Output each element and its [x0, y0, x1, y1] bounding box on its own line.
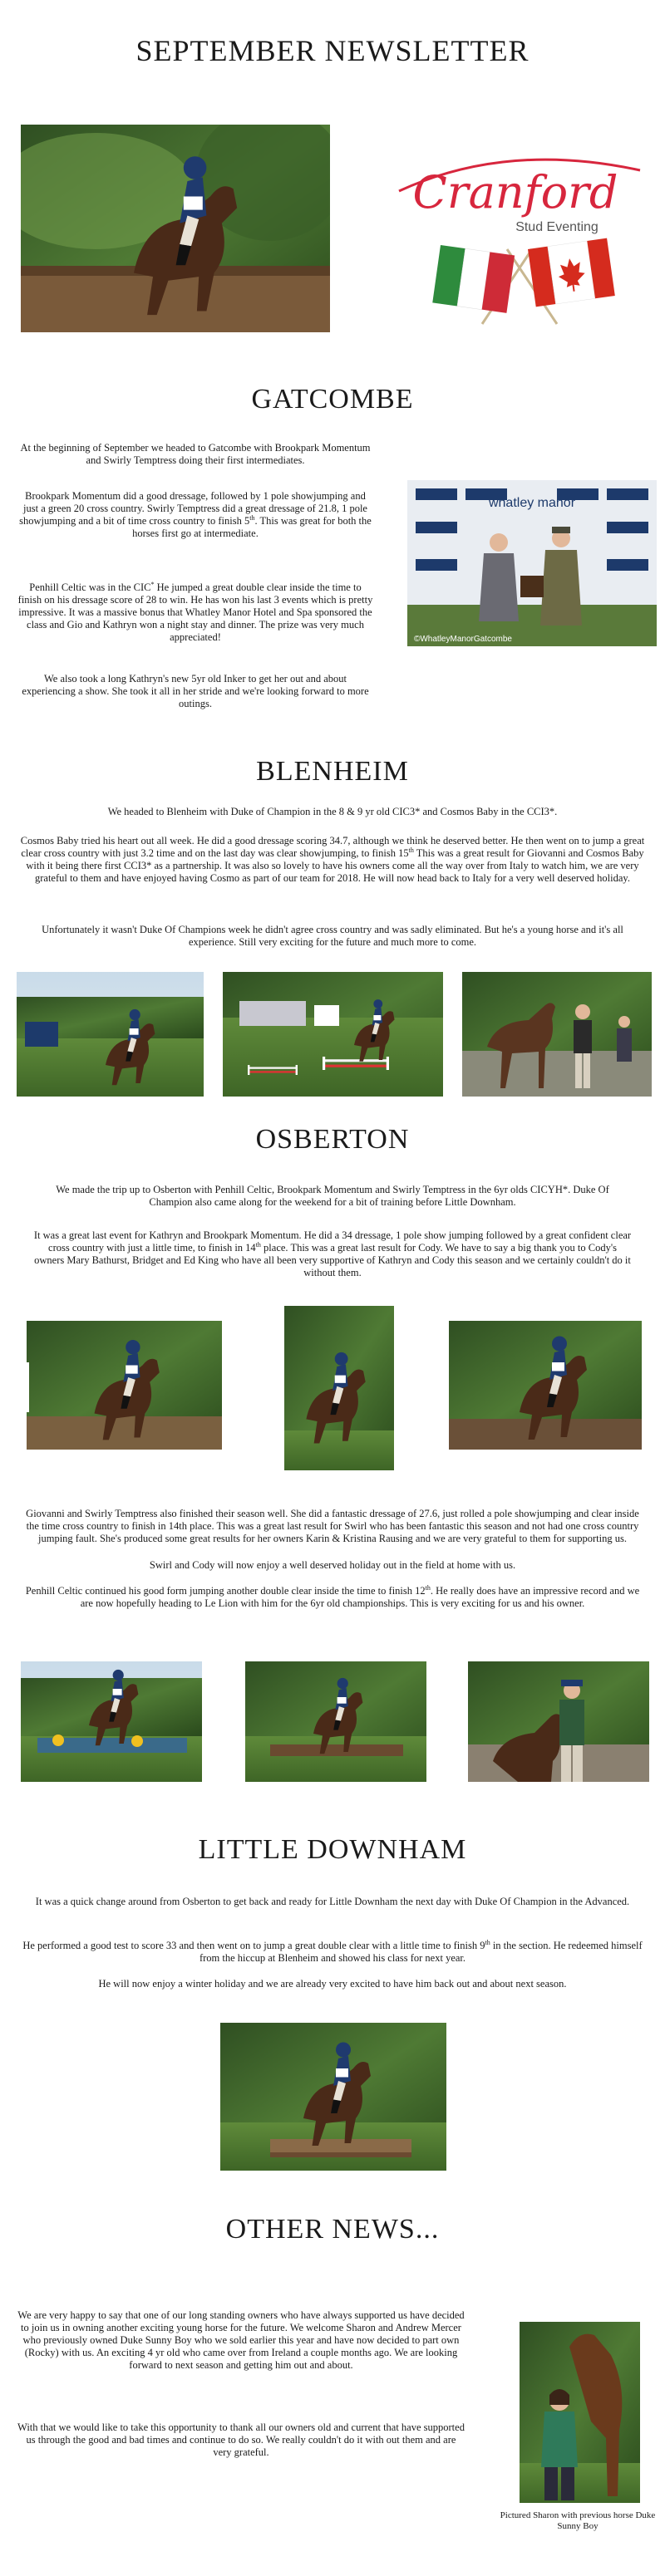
- osberton-paragraph-4: Penhill Celtic continued his good form jumping another double clear inside the time to finish 12th. He really does have an impressive record and we are now hopefully heading to Le Lion with him for the 6yr old championships. This is very exciting for us and his owner.: [25, 1583, 640, 1609]
- other-news-heading: OTHER NEWS...: [225, 2214, 440, 2245]
- canada-flag-icon: [528, 238, 615, 307]
- blenheim-photo-horse-inspection: [462, 972, 652, 1097]
- osberton-photo-5: [245, 1661, 426, 1782]
- little-downham-heading: LITTLE DOWNHAM: [198, 1834, 467, 1865]
- blenheim-paragraph-2: Unfortunately it wasn't Duke Of Champions week he didn't agree cross country and was sadly eliminated. But he's a young horse and it's all experience. Still very exciting for the future and much more to come.: [42, 924, 623, 948]
- little-downham-paragraph-1: It was a quick change around from Osberton to get back and ready for Little Downham the next day with Duke Of Champion in the Advanced.: [35, 1896, 630, 1907]
- photo-credit-text: ©WhatleyManorGatcombe: [414, 635, 512, 644]
- other-news-photo-sharon: [520, 2322, 640, 2503]
- osberton-paragraph-2: It was a great last event for Kathryn and Brookpark Momentum. He did a 34 dressage, 1 pole show jumping followed by a great confident clear cross country with just a little time, to finish in 14th place. This was a great last result for Cody. We have to say a big thank you to Cody's owners Mary Bathurst, Bridget and Ed King who have all been very supportive of Kathryn and Cody this season and we certainly couldn't do it without them.: [33, 1229, 632, 1278]
- blenheim-photo-cross-country: [17, 972, 204, 1097]
- logo-sub-text: Stud Eventing: [515, 220, 598, 234]
- header-photo-eventing-rider: [21, 125, 330, 332]
- gatcombe-prize-photo: [407, 480, 657, 646]
- osberton-paragraph-1: We made the trip up to Osberton with Penhill Celtic, Brookpark Momentum and Swirly Temptress in the 6yr olds CICYH*. Duke Of Champion also came along for the weekend for a bit of training before Little Downham.: [56, 1184, 609, 1208]
- other-news-photo-caption: Pictured Sharon with previous horse Duke Sunny Boy: [500, 2510, 656, 2531]
- newsletter-title: SEPTEMBER NEWSLETTER: [135, 34, 530, 67]
- italy-flag-icon: [432, 245, 515, 313]
- gatcombe-paragraph-1: At the beginning of September we headed to Gatcombe with Brookpark Momentum and Swirly Temptress doing their first intermediates.: [20, 442, 371, 466]
- other-news-paragraph-2: With that we would like to take this opportunity to thank all our owners old and current that have supported us through the good and bad times and continue to do so. We really couldn't do it with out them and are very grateful.: [17, 2421, 465, 2458]
- osberton-photo-2: [284, 1306, 394, 1470]
- blenheim-intro: We headed to Blenheim with Duke of Champion in the 8 & 9 yr old CIC3* and Cosmos Baby in the CCI3*.: [107, 806, 558, 817]
- osberton-heading: OSBERTON: [255, 1124, 410, 1155]
- osberton-paragraph-3: Giovanni and Swirly Temptress also finished their season well. She did a fantastic dressage of 27.6, just rolled a pole showjumping and clear inside the time cross country to finish in 14th place. This was a great last result for Swirl who has been fantastic this season and not had one cross country jumping fault. She's produced some great results for her owners Karin & Kristina Rausing and we are very grateful to them for supporting us.: [26, 1508, 639, 1544]
- blenheim-heading: BLENHEIM: [256, 756, 409, 787]
- gatcombe-paragraph-4: We also took a long Kathryn's new 5yr old Inker to get her out and about experiencing a show. She took it all in her stride and we're looking forward to more outings.: [22, 673, 369, 709]
- osberton-photo-1: [27, 1321, 222, 1450]
- little-downham-paragraph-3: He will now enjoy a winter holiday and we are already very excited to have him back out and about next season.: [98, 1978, 567, 1990]
- osberton-photo-6: [468, 1661, 649, 1782]
- little-downham-paragraph-2: He performed a good test to score 33 and then went on to jump a great double clear with a little time to finish 9th in the section. He redeemed himself from the hiccup at Blenheim and showed his class for next year.: [22, 1938, 643, 1964]
- osberton-photo-3: [449, 1321, 642, 1450]
- blenheim-paragraph-1: Cosmos Baby tried his heart out all week. He did a good dressage scoring 34.7, although we think he deserved better. He then went on to jump a great clear cross country with just 3.2 time and on the last day was clear showjumping, to finish 15th This was a great result for Giovanni and Cosmos Baby with it being there first CCI3* as a partnership. It was also so lovely to have his owners come all the way over from Italy to watch him, we are very grateful to them and have enjoyed having Cosmo as part of our team for 2018. He will now head back to Italy for a very well deserved holiday.: [20, 835, 645, 884]
- osberton-photo-4: [21, 1661, 202, 1782]
- photo-banner-text: whatley manor: [488, 496, 576, 510]
- blenheim-photo-showjumping: [223, 972, 443, 1097]
- logo-script-text: Cranford: [412, 166, 618, 218]
- osberton-paragraph-3-last: Swirl and Cody will now enjoy a well deserved holiday out in the field at home with us.: [149, 1559, 516, 1571]
- other-news-paragraph-1: We are very happy to say that one of our long standing owners who have always supported us have decided to join us in owning another exciting young horse for the future. We welcome Sharon and Andrew Mercer who previously owned Duke Sunny Boy who we sold earlier this year and have now decided to part own (Rocky) with us. An exciting 4 yr old who came over from Ireland a couple months ago. We are looking forward to next season and getting him out and about.: [17, 2309, 465, 2371]
- little-downham-photo: [220, 2023, 446, 2171]
- gatcombe-paragraph-2: Brookpark Momentum did a good dressage, followed by 1 pole showjumping and just a green 20 cross country. Swirly Temptress did a great dressage of 21.8, 1 pole showjumping and a bit of time cross country to finish 5th. This was great for both the horses first go at intermediate.: [19, 490, 372, 539]
- cranford-logo: [391, 125, 648, 332]
- gatcombe-paragraph-3: Penhill Celtic was in the CIC* He jumped a great double clear inside the time to finish on his dressage score of 28 to win. He has won his last 3 events which is pretty impressive. It was a massive bonus that Whatley Manor Hotel and Spa sponsored the class and Gio and Kathryn won a night stay and dinner. The prize was very much appreciated!: [17, 580, 373, 643]
- gatcombe-heading: GATCOMBE: [251, 384, 414, 415]
